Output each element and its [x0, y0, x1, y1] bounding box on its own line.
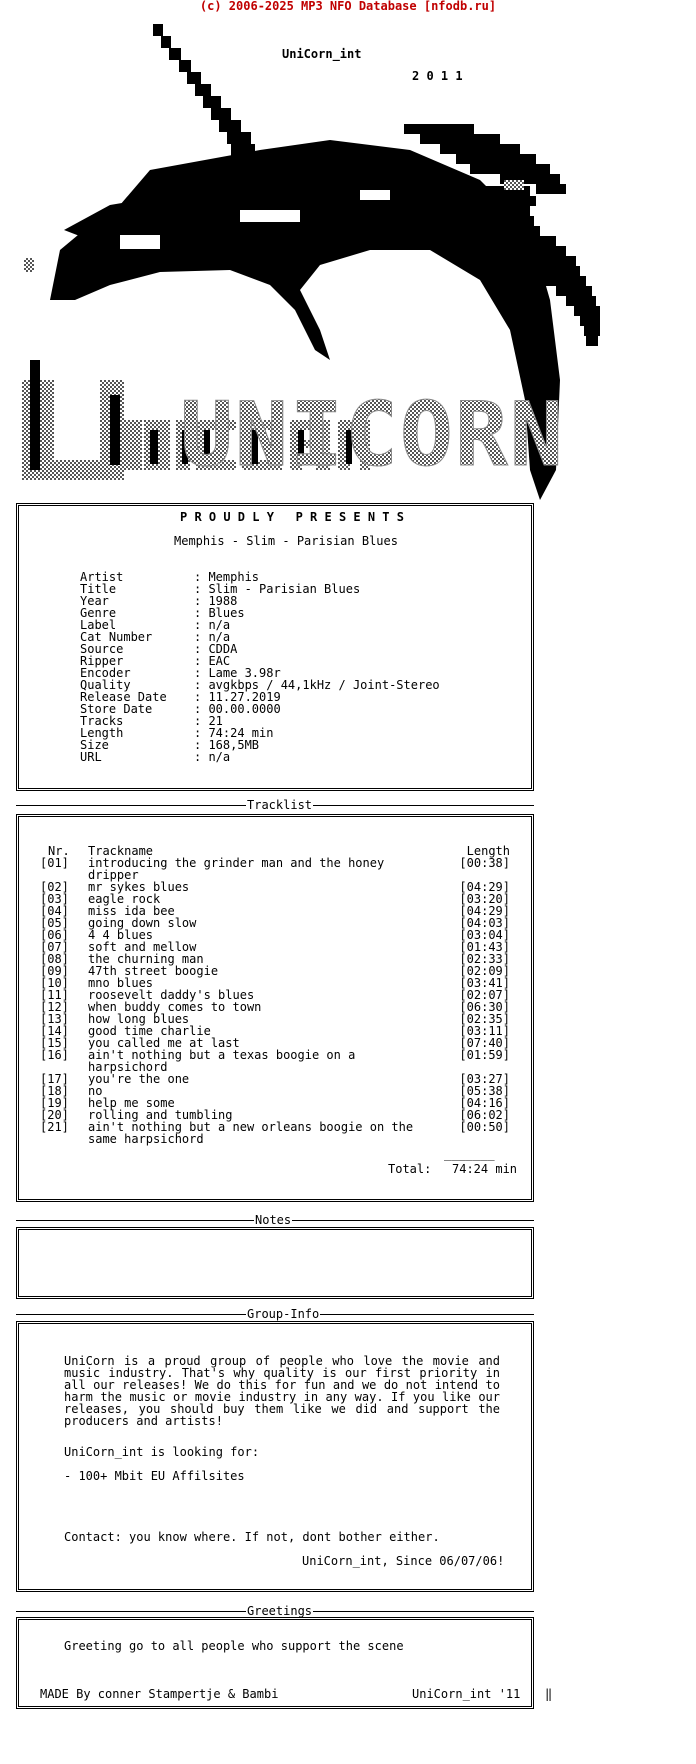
looking-item: - 100+ Mbit EU Affilsites	[64, 1469, 245, 1483]
track-name: eagle rock	[88, 892, 161, 906]
track-length: [06:02]	[459, 1108, 510, 1122]
track-length: [07:40]	[459, 1036, 510, 1050]
track-name: 4 4 blues	[88, 928, 154, 942]
looking-for: UniCorn_int is looking for:	[64, 1445, 260, 1459]
info-row: Store Date : 00.00.0000	[80, 702, 281, 716]
track-number: [08]	[40, 952, 69, 966]
release-info-list	[80, 571, 440, 763]
presents-heading: P R O U D L Y P R E S E N T S	[180, 510, 404, 524]
since-line: UniCorn_int, Since 06/07/06!	[302, 1554, 505, 1568]
track-name: mno blues	[88, 976, 154, 990]
release-title: Memphis - Slim - Parisian Blues	[174, 534, 398, 548]
track-number: [21]	[40, 1120, 69, 1134]
banner-group: UniCorn_int	[282, 47, 362, 61]
nfodb-header: (c) 2006-2025 MP3 NFO Database [nfodb.ru]	[199, 0, 497, 13]
track-length: [04:03]	[459, 916, 510, 930]
track-name: the churning man	[88, 952, 204, 966]
track-name: miss ida bee	[88, 904, 175, 918]
track-length: [06:30]	[459, 1000, 510, 1014]
track-name: you called me at last	[88, 1036, 240, 1050]
track-number: [04]	[40, 904, 69, 918]
track-row	[40, 1121, 510, 1145]
track-length: [03:41]	[459, 976, 510, 990]
info-row: Size : 168,5MB	[80, 738, 260, 752]
total-value: 74:24 min	[452, 1162, 518, 1176]
track-number: [15]	[40, 1036, 69, 1050]
track-name: how long blues	[88, 1012, 190, 1026]
track-name: ain't nothing but a texas boogie on a harpsichord	[88, 1048, 356, 1074]
greetings-text: Greeting go to all people who support the scene	[64, 1639, 404, 1653]
track-number: [10]	[40, 976, 69, 990]
info-row: URL : n/a	[80, 750, 231, 764]
info-row: Year : 1988	[80, 594, 238, 608]
group-info-title: Group-Info	[247, 1307, 320, 1321]
track-number: [11]	[40, 988, 69, 1002]
info-row: Title : Slim - Parisian Blues	[80, 582, 361, 596]
greetings-title: Greetings	[247, 1604, 313, 1618]
track-length: [04:16]	[459, 1096, 510, 1110]
contact-line: Contact: you know where. If not, dont bother either.	[64, 1530, 440, 1544]
track-number: [16]	[40, 1048, 69, 1062]
track-name: you're the one	[88, 1072, 190, 1086]
total-divider: _______	[444, 1147, 495, 1161]
track-name: when buddy comes to town	[88, 1000, 262, 1014]
track-length: [02:09]	[459, 964, 510, 978]
track-length: [01:43]	[459, 940, 510, 954]
info-row: Label : n/a	[80, 618, 231, 632]
info-row: Genre : Blues	[80, 606, 245, 620]
track-name: 47th street boogie	[88, 964, 219, 978]
track-number: [12]	[40, 1000, 69, 1014]
track-name: going down slow	[88, 916, 197, 930]
track-number: [20]	[40, 1108, 69, 1122]
track-length: [00:50]	[459, 1120, 510, 1134]
track-number: [07]	[40, 940, 69, 954]
track-number: [13]	[40, 1012, 69, 1026]
track-row	[40, 1073, 510, 1085]
track-number: [18]	[40, 1084, 69, 1098]
sign-line: UniCorn_int '11	[412, 1687, 521, 1701]
info-row: Artist : Memphis	[80, 570, 260, 584]
track-number: [06]	[40, 928, 69, 942]
info-row: Ripper : EAC	[80, 654, 231, 668]
track-length: [02:07]	[459, 988, 510, 1002]
track-name: soft and mellow	[88, 940, 197, 954]
track-length: [01:59]	[459, 1048, 510, 1062]
track-length: [03:04]	[459, 928, 510, 942]
track-number: [02]	[40, 880, 69, 894]
track-number: [01]	[40, 856, 69, 870]
track-row	[40, 857, 510, 881]
track-name: no	[88, 1084, 103, 1098]
track-name: good time charlie	[88, 1024, 211, 1038]
total-label: Total:	[388, 1162, 432, 1176]
track-name: roosevelt daddy's blues	[88, 988, 255, 1002]
track-name: mr sykes blues	[88, 880, 190, 894]
track-length: [03:20]	[459, 892, 510, 906]
info-row: Source : CDDA	[80, 642, 238, 656]
track-length: [04:29]	[459, 880, 510, 894]
track-name: help me some	[88, 1096, 175, 1110]
notes-box	[16, 1227, 534, 1299]
unicorn-art	[0, 0, 696, 560]
logo-text: UNICORN	[180, 383, 565, 486]
end-bar: ‖	[545, 1687, 553, 1701]
track-length: [03:11]	[459, 1024, 510, 1038]
made-by: MADE By conner Stampertje & Bambi	[40, 1687, 279, 1701]
track-length: [00:38]	[459, 856, 510, 870]
info-row: Length : 74:24 min	[80, 726, 274, 740]
track-length: [02:33]	[459, 952, 510, 966]
info-row: Quality : avgkbps / 44,1kHz / Joint-Stereo	[80, 678, 440, 692]
tracklist-title: Tracklist	[247, 798, 313, 812]
info-row: Tracks : 21	[80, 714, 223, 728]
info-row: Release Date : 11.27.2019	[80, 690, 281, 704]
notes-title: Notes	[255, 1213, 292, 1227]
tracklist-header: Nr. Trackname Length	[48, 844, 510, 858]
track-name: introducing the grinder man and the honey dripper	[88, 856, 385, 882]
info-row: Cat Number : n/a	[80, 630, 231, 644]
info-row: Encoder : Lame 3.98r	[80, 666, 281, 680]
track-number: [19]	[40, 1096, 69, 1110]
banner-year: 2 0 1 1	[412, 69, 463, 83]
track-number: [17]	[40, 1072, 69, 1086]
track-length: [04:29]	[459, 904, 510, 918]
track-length: [02:35]	[459, 1012, 510, 1026]
track-length: [03:27]	[459, 1072, 510, 1086]
track-length: [05:38]	[459, 1084, 510, 1098]
track-number: [09]	[40, 964, 69, 978]
track-row	[40, 1049, 510, 1073]
track-number: [14]	[40, 1024, 69, 1038]
track-name: ain't nothing but a new orleans boogie on the same harpsichord	[88, 1120, 414, 1146]
track-number: [03]	[40, 892, 69, 906]
group-about: UniCorn is a proud group of people who love the movie and music industry. That's why quality is our first priority in all our releases! We do this for fun and we do not intend to harm the music or movie industry in any way. If you like our releases, you should buy them like we did and support the producers and artists!	[64, 1354, 500, 1428]
tracklist-table	[40, 845, 510, 1145]
track-number: [05]	[40, 916, 69, 930]
track-name: rolling and tumbling	[88, 1108, 233, 1122]
